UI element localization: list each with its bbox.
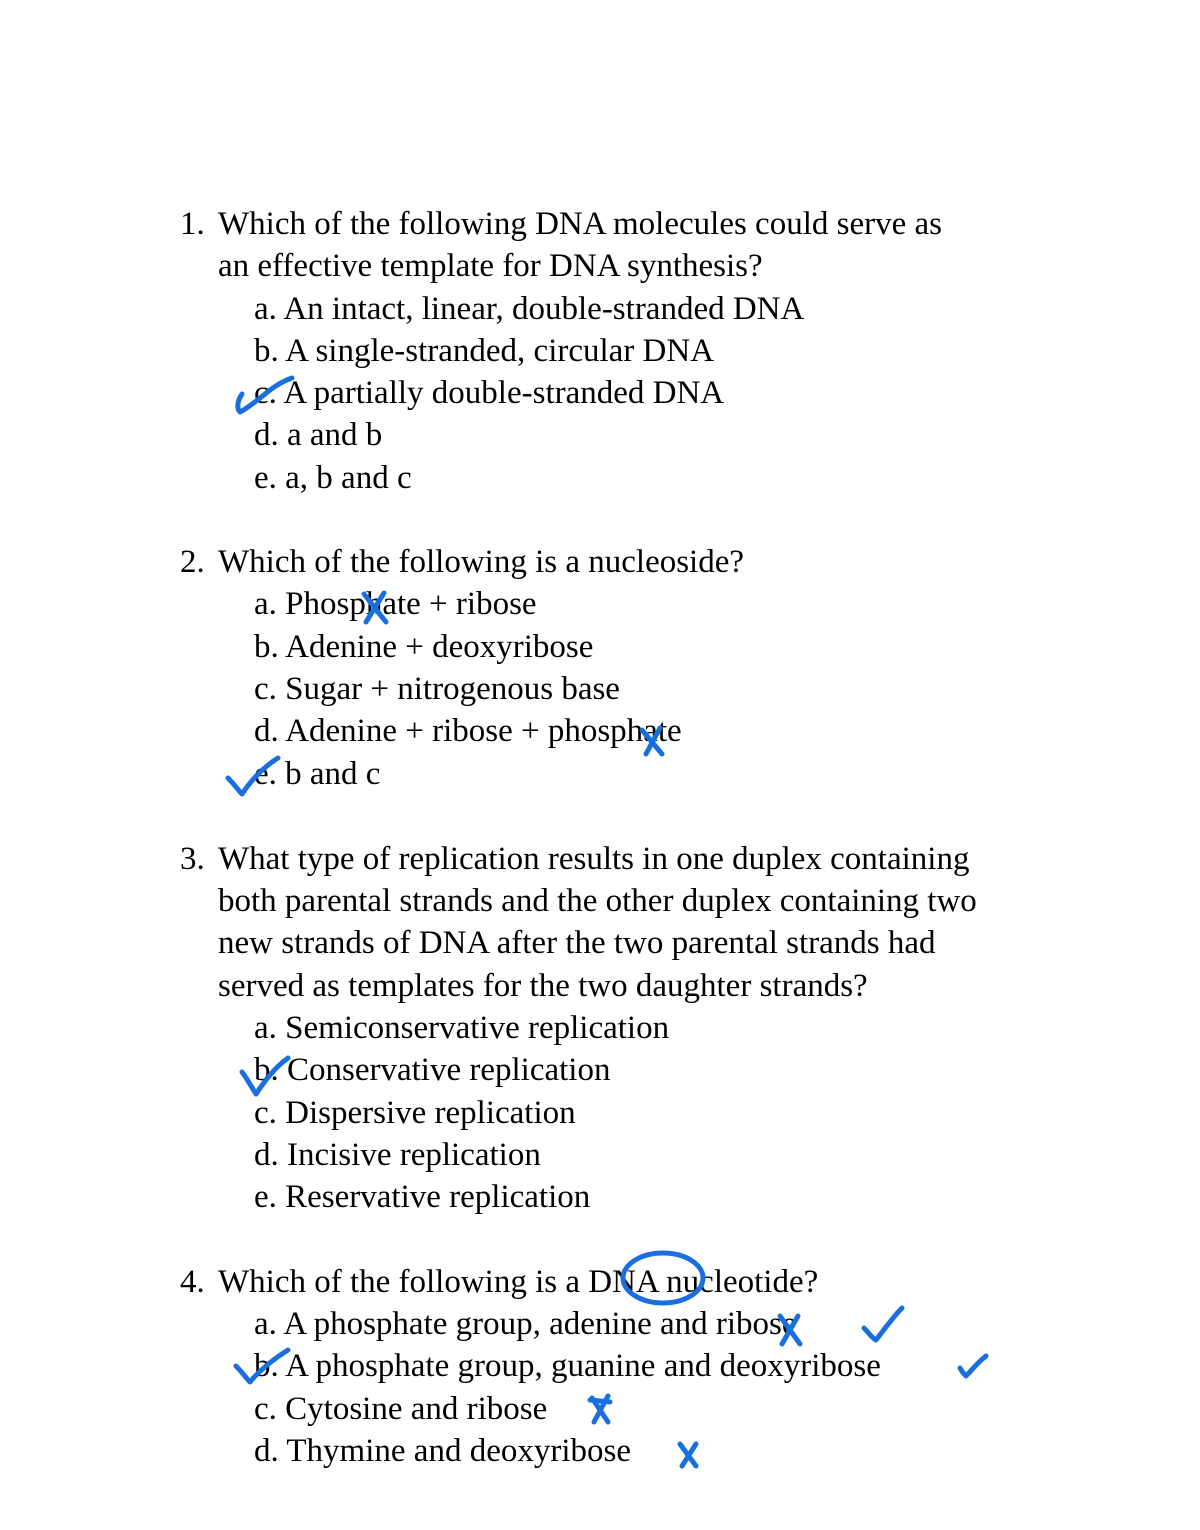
answer-option: a. An intact, linear, double-stranded DNA — [254, 291, 805, 327]
answer-option: b. Adenine + deoxyribose — [254, 629, 594, 665]
question-number: 1. — [180, 206, 205, 242]
answer-option: d. Incisive replication — [254, 1137, 541, 1173]
question-stem-line: Which of the following is a DNA nucleotide? — [218, 1264, 819, 1300]
answer-option: d. a and b — [254, 417, 383, 453]
question-stem-line: served as templates for the two daughter strands? — [218, 968, 868, 1004]
answer-option: c. Sugar + nitrogenous base — [254, 671, 620, 707]
answer-option: e. Reservative replication — [254, 1179, 591, 1215]
answer-option: a. Phosphate + ribose — [254, 586, 537, 622]
checkmark-icon — [858, 1302, 908, 1346]
answer-option: c. Cytosine and ribose — [254, 1391, 548, 1427]
answer-option: e. b and c — [254, 756, 381, 792]
answer-option: b. A single-stranded, circular DNA — [254, 333, 715, 369]
question-stem-line: an effective template for DNA synthesis? — [218, 248, 763, 284]
answer-option: c. Dispersive replication — [254, 1095, 576, 1131]
question-number: 3. — [180, 841, 205, 877]
answer-option: b. A phosphate group, guanine and deoxyribose — [254, 1348, 881, 1384]
cross-mark-icon — [674, 1438, 702, 1472]
checkmark-icon — [954, 1350, 992, 1382]
question-stem-line: both parental strands and the other duplex containing two — [218, 883, 977, 919]
answer-option: e. a, b and c — [254, 460, 412, 496]
answer-option: a. Semiconservative replication — [254, 1010, 670, 1046]
question-stem-line: Which of the following DNA molecules could serve as — [218, 206, 942, 242]
question-stem-line: Which of the following is a nucleoside? — [218, 544, 745, 580]
answer-option: d. Thymine and deoxyribose — [254, 1433, 631, 1469]
question-number: 4. — [180, 1264, 205, 1300]
answer-option: d. Adenine + ribose + phosphate — [254, 713, 682, 749]
answer-option: c. A partially double-stranded DNA — [254, 375, 725, 411]
question-number: 2. — [180, 544, 205, 580]
cross-mark-icon — [584, 1392, 616, 1428]
answer-option: b. Conservative replication — [254, 1052, 611, 1088]
question-stem-line: What type of replication results in one duplex containing — [218, 841, 970, 877]
answer-option: a. A phosphate group, adenine and ribose — [254, 1306, 797, 1342]
question-stem-line: new strands of DNA after the two parental strands had — [218, 925, 936, 961]
